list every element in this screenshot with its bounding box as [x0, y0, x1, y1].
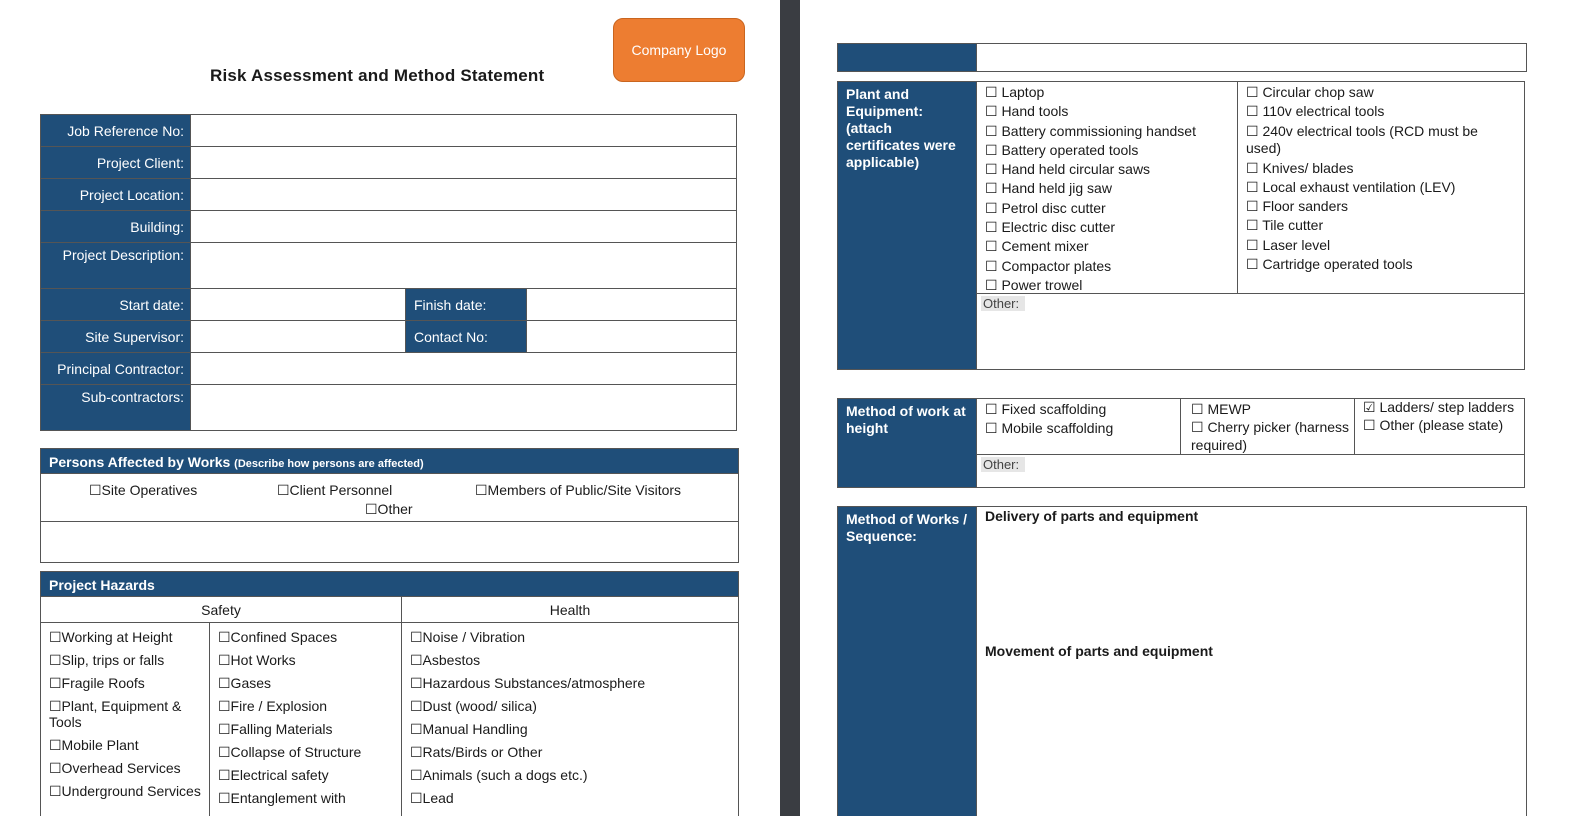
option-members-public[interactable]: ☐Members of Public/Site Visitors [475, 482, 682, 498]
hazard-item[interactable]: ☐Falling Materials [218, 721, 333, 737]
hazard-item[interactable]: ☐Animals (such a dogs etc.) [410, 767, 588, 783]
height-option[interactable]: ☐ Cherry picker (harness required) [1191, 419, 1350, 453]
method-of-works-field[interactable] [977, 507, 1526, 816]
work-at-height-body [977, 399, 1524, 487]
hazard-item[interactable]: ☐Fire / Explosion [218, 698, 328, 714]
hazard-item[interactable]: ☐Slip, trips or falls [49, 652, 165, 668]
company-logo: Company Logo [613, 18, 745, 82]
plant-item[interactable]: ☐ Laser level [1246, 236, 1331, 253]
hazard-item[interactable]: ☐Entanglement with [218, 790, 346, 806]
plant-item[interactable]: ☐ Cement mixer [985, 238, 1089, 255]
hazard-item[interactable]: ☐Noise / Vibration [410, 629, 526, 645]
work-at-height-section [837, 398, 1525, 488]
persons-affected-header [40, 448, 739, 474]
hazard-item[interactable]: ☐Hot Works [218, 652, 296, 668]
hazard-item[interactable]: ☐Gases [218, 675, 272, 691]
plant-item[interactable]: ☐ 110v electrical tools [1246, 103, 1385, 120]
height-option[interactable]: ☐ Mobile scaffolding [985, 420, 1114, 437]
plant-item[interactable]: ☐ Battery commissioning handset [985, 122, 1196, 139]
height-option[interactable]: ☐ Fixed scaffolding [985, 401, 1107, 417]
plant-item[interactable]: ☐ Battery operated tools [985, 141, 1139, 158]
continuation-field[interactable] [977, 44, 1526, 71]
project-description-label: Project Description: [41, 243, 191, 289]
sub-contractors-field[interactable] [191, 385, 737, 431]
hazard-item[interactable]: ☐Plant, Equipment & Tools [49, 698, 182, 730]
plant-item[interactable]: ☐ Knives/ blades [1246, 159, 1354, 176]
persons-affected-subtitle: (Describe how persons are affected) [234, 458, 424, 470]
finish-date-field[interactable] [527, 289, 737, 321]
safety-header: Safety [41, 597, 402, 622]
safety-column-2 [210, 623, 402, 816]
plant-item[interactable]: ☐ Hand held jig saw [985, 180, 1112, 197]
document-page-left [0, 0, 780, 816]
project-client-label: Project Client: [41, 147, 191, 179]
document-title: Risk Assessment and Method Statement [210, 66, 545, 85]
plant-other-label: Other: [981, 296, 1025, 311]
hazard-item[interactable]: ☐Overhead Services [49, 760, 181, 776]
hazard-item[interactable]: ☐Lead [410, 790, 454, 806]
plant-item[interactable]: ☐ Local exhaust ventilation (LEV) [1246, 178, 1456, 195]
hazard-item[interactable]: ☐Manual Handling [410, 721, 528, 737]
hazard-item[interactable]: ☐Dust (wood/ silica) [410, 698, 537, 714]
contact-no-field[interactable] [527, 321, 737, 353]
plant-list-1 [977, 82, 1238, 293]
plant-item[interactable]: ☐ Cartridge operated tools [1246, 256, 1413, 273]
health-header: Health [549, 601, 591, 618]
plant-item[interactable]: ☐ Hand tools [985, 103, 1069, 120]
height-list-1 [977, 399, 1181, 454]
plant-equipment-lists [977, 82, 1524, 294]
method-step-movement: Movement of parts and equipment [985, 643, 1213, 659]
plant-list-2 [1238, 82, 1524, 293]
plant-item[interactable]: ☐ Petrol disc cutter [985, 199, 1106, 216]
plant-equipment-section [837, 81, 1525, 370]
plant-item[interactable]: ☐ Compactor plates [985, 257, 1112, 274]
height-option[interactable]: ☑ Ladders/ step ladders [1363, 399, 1515, 415]
height-other-field[interactable] [977, 455, 1524, 487]
plant-item[interactable]: ☐ 240v electrical tools (RCD must be used) [1246, 122, 1478, 156]
plant-equipment-body [977, 82, 1524, 369]
project-location-field[interactable] [191, 179, 737, 211]
persons-description-field[interactable] [40, 522, 739, 563]
work-at-height-options [977, 399, 1524, 455]
sub-contractors-label: Sub-contractors: [41, 385, 191, 431]
building-label: Building: [41, 211, 191, 243]
health-column [402, 623, 738, 816]
start-date-label: Start date: [41, 289, 191, 321]
plant-item[interactable]: ☐ Hand held circular saws [985, 161, 1151, 178]
hazard-item[interactable]: ☐Confined Spaces [218, 629, 338, 645]
hazards-column-headers [40, 597, 739, 623]
plant-item[interactable]: ☐ Power trowel [985, 276, 1083, 293]
option-client-personnel[interactable]: ☐Client Personnel [277, 482, 393, 498]
hazard-item[interactable]: ☐Fragile Roofs [49, 675, 145, 691]
hazard-item[interactable]: ☐Rats/Birds or Other [410, 744, 543, 760]
continuation-row [837, 43, 1527, 72]
hazard-item[interactable]: ☐Hazardous Substances/atmosphere [410, 675, 646, 691]
building-field[interactable] [191, 211, 737, 243]
plant-item[interactable]: ☐ Electric disc cutter [985, 219, 1116, 236]
hazard-item[interactable]: ☐Asbestos [410, 652, 481, 668]
plant-item[interactable]: ☐ Floor sanders [1246, 198, 1349, 215]
work-at-height-label: Method of work at height [838, 399, 977, 487]
finish-date-label: Finish date: [406, 289, 527, 321]
page-gutter [780, 0, 800, 816]
plant-equipment-label: Plant and Equipment: (attach certificates were applicable) [838, 82, 977, 369]
job-info-table [40, 114, 737, 431]
continuation-label-cell [838, 44, 977, 71]
project-location-label: Project Location: [41, 179, 191, 211]
site-supervisor-label: Site Supervisor: [41, 321, 191, 353]
plant-item[interactable]: ☐ Laptop [985, 84, 1045, 100]
hazard-item[interactable]: ☐Collapse of Structure [218, 744, 362, 760]
method-of-works-section [837, 506, 1527, 816]
plant-other-field[interactable] [977, 294, 1524, 369]
contact-no-label: Contact No: [406, 321, 527, 353]
option-other[interactable]: ☐Other [365, 501, 413, 517]
hazard-item[interactable]: ☐Electrical safety [218, 767, 329, 783]
hazards-body [40, 623, 739, 816]
hazard-item[interactable]: ☐Mobile Plant [49, 737, 139, 753]
method-step-delivery: Delivery of parts and equipment [985, 508, 1199, 524]
document-page-right [800, 0, 1588, 816]
persons-affected-section [40, 448, 739, 563]
site-supervisor-field[interactable] [191, 321, 406, 353]
hazard-item[interactable]: ☐Underground Services [49, 783, 201, 799]
principal-contractor-label: Principal Contractor: [41, 353, 191, 385]
persons-affected-title: Persons Affected by Works [49, 454, 231, 470]
height-list-2 [1181, 399, 1355, 454]
start-date-field[interactable] [191, 289, 406, 321]
safety-column-1 [41, 623, 210, 816]
project-description-field[interactable] [191, 243, 737, 289]
job-reference-field[interactable] [191, 115, 737, 147]
job-reference-label: Job Reference No: [41, 115, 191, 147]
height-other-label: Other: [981, 457, 1025, 472]
method-of-works-label: Method of Works / Sequence: [838, 507, 977, 816]
project-hazards-header: Project Hazards [40, 571, 739, 597]
height-option[interactable]: ☐ Other (please state) [1363, 416, 1504, 433]
plant-item[interactable]: ☐ Circular chop saw [1246, 84, 1374, 100]
hazard-item[interactable]: ☐Working at Height [49, 629, 173, 645]
height-list-3 [1355, 399, 1524, 454]
principal-contractor-field[interactable] [191, 353, 737, 385]
project-hazards-section [40, 571, 739, 816]
plant-item[interactable]: ☐ Tile cutter [1246, 217, 1324, 234]
persons-options [40, 474, 739, 522]
height-option[interactable]: ☐ MEWP [1191, 401, 1251, 417]
option-site-operatives[interactable]: ☐Site Operatives [89, 482, 198, 498]
project-client-field[interactable] [191, 147, 737, 179]
